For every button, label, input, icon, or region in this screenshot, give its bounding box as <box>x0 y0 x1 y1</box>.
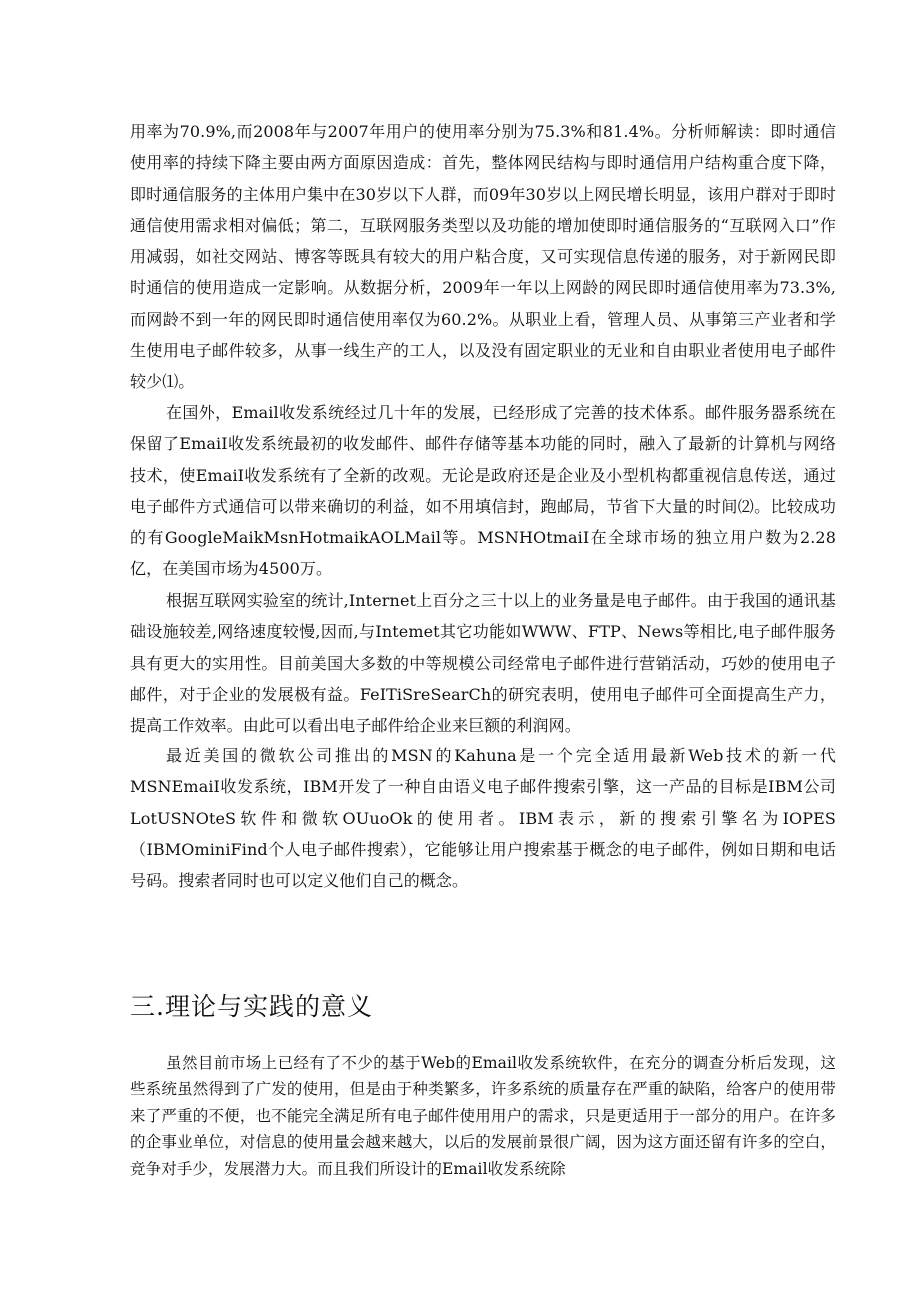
section-heading: 三.理论与实践的意义 <box>130 992 373 1021</box>
paragraph-foreign-email: 在国外，Email收发系统经过几十年的发展，已经形成了完善的技术体系。邮件服务器系统在保留了EmaiI收发系统最初的收发邮件、邮件存储等基本功能的同时，融入了最新的计算机与网络技术，使EmaiI收发系统有了全新的改观。无论是政府还是企业及小型机构都重视信息传送，通过电子邮件方式通信可以带来确切的利益，如不用填信封，跑邮局，节省下大量的时间⑵。比较成功的有GoogleMaikMsnHotmaikAOLMail等。MSNHOtmaiI在全球市场的独立用户数为2.28亿，在美国市场为4500万。 <box>130 403 836 579</box>
paragraph-internet-lab: 根据互联网实验室的统计,Internet上百分之三十以上的业务量是电子邮件。由于我国的通讯基础设施较差,网络速度较慢,因而,与Intemet其它功能如WWW、FTP、News等相比,电子邮件服务具有更大的实用性。目前美国大多数的中等规模公司经常电子邮件进行营销活动，巧妙的使用电子邮件，对于企业的发展极有益。FeITiSreSearCh的研究表明，使用电子邮件可全面提高生产力，提高工作效率。由此可以看出电子邮件给企业来巨额的利润网。 <box>130 591 836 736</box>
paragraph-im-usage: 用率为70.9%,而2008年与2007年用户的使用率分别为75.3%和81.4%。分析师解读：即时通信使用率的持续下降主要由两方面原因造成：首先，整体网民结构与即时通信用户结构重合度下降，即时通信服务的主体用户集中在30岁以下人群，而09年30岁以上网民增长明显，该用户群对于即时通信使用需求相对偏低；第二，互联网服务类型以及功能的增加使即时通信服务的“互联网入口”作用减弱，如社交网站、博客等既具有较大的用户粘合度，又可实现信息传递的服务，对于新网民即时通信的使用造成一定影响。从数据分析，2009年一年以上网龄的网民即时通信使用率为73.3%,而网龄不到一年的网民即时通信使用率仅为60.2%。从职业上看，管理人员、从事第三产业者和学生使用电子邮件较多，从事一线生产的工人，以及没有固定职业的无业和自由职业者使用电子邮件较少⑴。 <box>130 122 836 392</box>
paragraph-microsoft-ibm: 最近美国的微软公司推出的MSN的Kahuna是一个完全适用最新Web技术的新一代MSNEmaiI收发系统，IBM开发了一种自由语义电子邮件搜索引擎，这一产品的目标是IBM公司LotUSNOteS软件和微软OUuoOk的使用者。IBM表示，新的搜索引擎名为IOPES（IBMOminiFind个人电子邮件搜索），它能够让用户搜索基于概念的电子邮件，例如日期和电话号码。搜索者同时也可以定义他们自己的概念。 <box>130 746 836 891</box>
paragraph-significance: 虽然目前市场上已经有了不少的基于Web的Email收发系统软件，在充分的调查分析后发现，这些系统虽然得到了广发的使用，但是由于种类繁多，许多系统的质量存在严重的缺陷，给客户的使用带来了严重的不便，也不能完全满足所有电子邮件使用用户的需求，只是更适用于一部分的用户。在许多的企事业单位，对信息的使用量会越来越大，以后的发展前景很广阔，因为这方面还留有许多的空白，竞争对手少，发展潜力大。而且我们所设计的Email收发系统除 <box>130 1054 836 1178</box>
